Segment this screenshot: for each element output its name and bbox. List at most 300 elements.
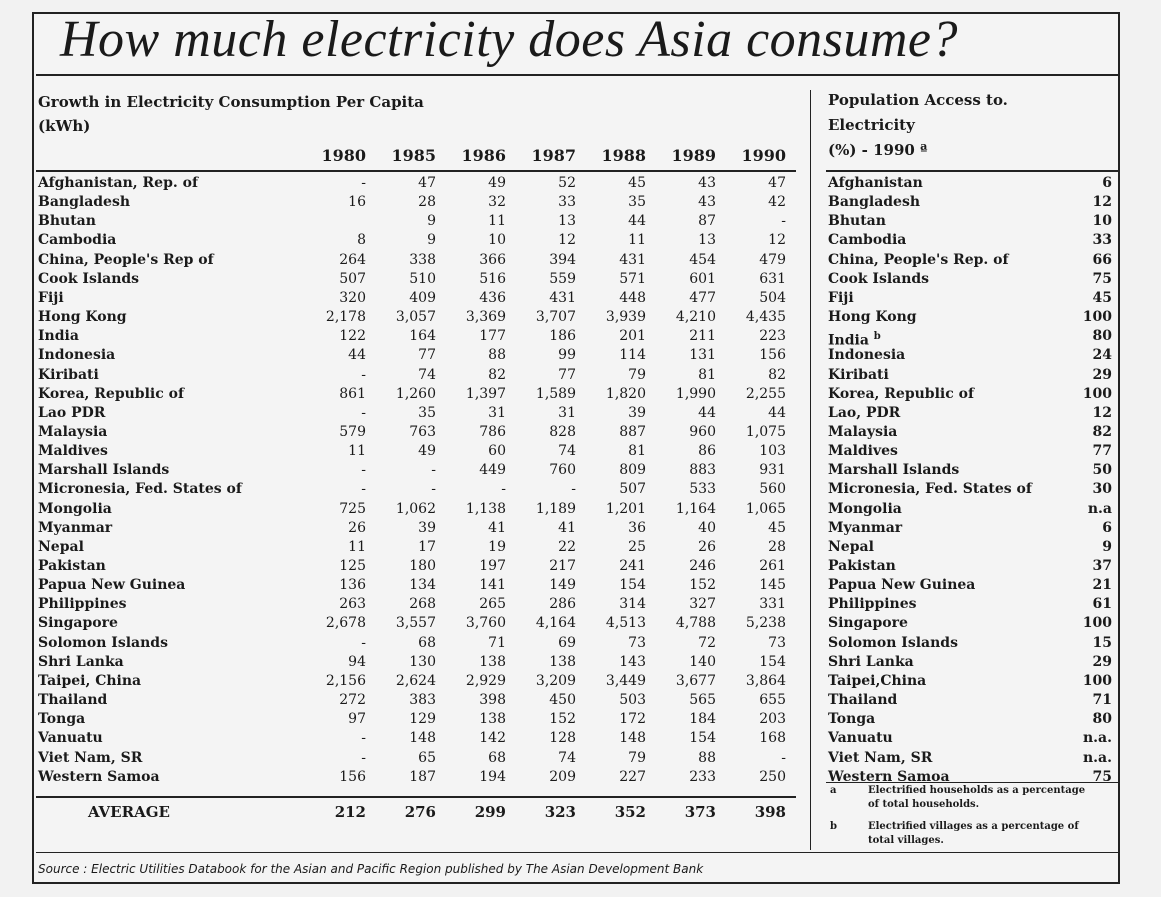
table-cell: 883	[689, 462, 716, 479]
table-cell: 533	[689, 481, 716, 498]
table-cell: 154	[759, 653, 786, 670]
table-cell: -	[361, 175, 366, 191]
table-cell: 141	[479, 577, 506, 594]
table-cell: 136	[339, 577, 366, 594]
table-cell: 571	[619, 270, 646, 287]
source-divider	[36, 852, 1118, 853]
access-percent: 75	[1092, 270, 1112, 287]
access-country-name: Viet Nam, SR	[828, 749, 933, 766]
table-cell: 314	[619, 596, 646, 613]
year-header: 1989	[671, 146, 716, 165]
table-cell: 42	[768, 194, 786, 211]
table-cell: 4,788	[675, 615, 716, 632]
table-cell: 31	[488, 404, 506, 421]
table-cell: 164	[409, 328, 436, 345]
access-percent: 45	[1092, 289, 1112, 306]
table-cell: 286	[549, 596, 576, 613]
table-cell: 65	[418, 749, 436, 766]
table-row	[38, 270, 798, 289]
access-percent: 61	[1092, 596, 1112, 613]
access-row	[828, 251, 1114, 270]
table-cell: 809	[619, 462, 646, 479]
footnote-divider	[826, 782, 1118, 783]
table-cell: 49	[488, 175, 506, 191]
table-cell: 103	[759, 443, 786, 460]
table-cell: 559	[549, 270, 576, 287]
table-cell: 1,589	[535, 385, 576, 402]
access-row	[828, 500, 1114, 519]
access-row	[828, 710, 1114, 729]
table-cell: 88	[488, 347, 506, 364]
table-cell: 187	[409, 768, 436, 785]
table-row	[38, 251, 798, 270]
table-cell: 13	[698, 232, 716, 249]
access-percent: n.a	[1087, 500, 1112, 517]
table-cell: 68	[418, 634, 436, 651]
table-cell: 79	[628, 749, 646, 766]
table-cell: 763	[409, 423, 436, 440]
table-cell: 35	[418, 404, 436, 421]
table-cell: 77	[558, 366, 576, 383]
country-name: Bangladesh	[38, 194, 131, 211]
table-cell: 82	[488, 366, 506, 383]
table-cell: 431	[549, 289, 576, 306]
table-row	[38, 729, 798, 748]
table-cell: -	[361, 404, 366, 421]
table-cell: 184	[689, 711, 716, 728]
table-cell: 41	[488, 519, 506, 536]
table-cell: 394	[549, 251, 576, 268]
access-row	[828, 289, 1114, 308]
access-country-name: Cambodia	[828, 232, 907, 249]
table-cell: 154	[619, 577, 646, 594]
table-cell: 31	[558, 404, 576, 421]
table-cell: 431	[619, 251, 646, 268]
average-divider	[36, 796, 796, 798]
access-percent: 100	[1082, 672, 1112, 689]
footnote-b-text	[868, 820, 1079, 848]
table-cell: 79	[628, 366, 646, 383]
access-row	[828, 538, 1114, 557]
table-cell: 44	[768, 404, 786, 421]
table-cell: 449	[479, 462, 506, 479]
table-cell: 44	[348, 347, 366, 364]
table-cell: -	[361, 749, 366, 766]
table-cell: 450	[549, 692, 576, 709]
table-cell: 17	[418, 538, 436, 555]
table-cell: 36	[628, 519, 646, 536]
access-percent: 80	[1092, 328, 1112, 345]
footnote-b-line2: total villages.	[868, 835, 944, 846]
table-cell: 60	[488, 443, 506, 460]
table-cell: 94	[348, 653, 366, 670]
table-cell: 81	[698, 366, 716, 383]
table-cell: 1,062	[395, 500, 436, 517]
table-cell: 263	[339, 596, 366, 613]
country-name: Western Samoa	[38, 768, 160, 785]
access-country-name: Micronesia, Fed. States of	[828, 481, 1032, 498]
table-cell: 86	[698, 443, 716, 460]
access-percent: 21	[1092, 577, 1112, 594]
table-cell: 4,210	[675, 309, 716, 326]
access-heading-line1: Population Access to.	[828, 91, 1008, 109]
year-header: 1987	[531, 146, 576, 165]
country-name: Malaysia	[38, 423, 108, 440]
access-country-name: Mongolia	[828, 500, 902, 517]
table-cell: 2,156	[325, 672, 366, 689]
table-cell: 1,260	[395, 385, 436, 402]
table-cell: 73	[768, 634, 786, 651]
table-cell: 1,990	[675, 385, 716, 402]
country-name: Fiji	[38, 289, 64, 306]
table-cell: 43	[698, 194, 716, 211]
table-cell: 1,201	[605, 500, 646, 517]
access-country-name: Maldives	[828, 443, 898, 460]
table-row	[38, 557, 798, 576]
table-row	[38, 519, 798, 538]
country-name: Tonga	[38, 711, 86, 728]
table-row	[38, 634, 798, 653]
table-cell: 11	[488, 213, 506, 230]
table-cell: 1,189	[535, 500, 576, 517]
table-cell: 140	[689, 653, 716, 670]
table-cell: 3,864	[745, 672, 786, 689]
table-cell: 725	[339, 500, 366, 517]
access-percent: 10	[1092, 213, 1112, 230]
country-name: Kiribati	[38, 366, 99, 383]
table-cell: 516	[479, 270, 506, 287]
table-cell: 26	[348, 519, 366, 536]
table-cell: 565	[689, 692, 716, 709]
table-row	[38, 614, 798, 633]
table-row	[38, 691, 798, 710]
access-country-name: Indonesia	[828, 347, 906, 364]
table-cell: 10	[488, 232, 506, 249]
table-cell: 436	[479, 289, 506, 306]
country-name: Maldives	[38, 443, 108, 460]
access-row	[828, 691, 1114, 710]
table-cell: 11	[348, 443, 366, 460]
country-name: Philippines	[38, 596, 127, 613]
access-percent: 100	[1082, 615, 1112, 632]
table-cell: 4,164	[535, 615, 576, 632]
footnote-a-line2: of total households.	[868, 799, 980, 810]
table-cell: 4,435	[745, 309, 786, 326]
access-row	[828, 672, 1114, 691]
table-cell: 477	[689, 289, 716, 306]
table-cell: 320	[339, 289, 366, 306]
average-value: 352	[614, 803, 646, 821]
access-country-name: Kiribati	[828, 366, 889, 383]
country-name: Papua New Guinea	[38, 577, 186, 594]
table-cell: 3,760	[465, 615, 506, 632]
access-row	[828, 634, 1114, 653]
table-cell: 28	[418, 194, 436, 211]
access-row	[828, 346, 1114, 365]
access-percent: 6	[1102, 175, 1112, 191]
table-cell: -	[361, 730, 366, 747]
table-cell: 223	[759, 328, 786, 345]
year-header: 1985	[391, 146, 436, 165]
access-row	[828, 385, 1114, 404]
access-country-name: Papua New Guinea	[828, 577, 976, 594]
table-cell: 4,513	[605, 615, 646, 632]
access-percent: 9	[1102, 538, 1112, 555]
table-cell: 12	[768, 232, 786, 249]
table-cell: 507	[339, 270, 366, 287]
table-cell: 172	[619, 711, 646, 728]
table-cell: 265	[479, 596, 506, 613]
table-cell: 74	[558, 749, 576, 766]
table-cell: 861	[339, 385, 366, 402]
footnote-reference: b	[873, 331, 881, 343]
table-cell: 338	[409, 251, 436, 268]
access-heading	[828, 88, 1008, 163]
table-row	[38, 538, 798, 557]
country-name: Myanmar	[38, 519, 113, 536]
country-name: Singapore	[38, 615, 118, 632]
access-percent: 24	[1092, 347, 1112, 364]
table-cell: 264	[339, 251, 366, 268]
table-cell: 148	[619, 730, 646, 747]
access-percent: 77	[1092, 443, 1112, 460]
title-divider	[36, 74, 1118, 76]
table-cell: -	[431, 481, 436, 498]
footnote-b-mark: b	[830, 821, 837, 832]
access-country-name: Shri Lanka	[828, 653, 914, 670]
table-cell: 122	[339, 328, 366, 345]
access-percent: 12	[1092, 194, 1112, 211]
table-cell: 47	[418, 175, 436, 191]
table-cell: 154	[689, 730, 716, 747]
access-percent: 71	[1092, 692, 1112, 709]
table-cell: 149	[549, 577, 576, 594]
column-divider	[810, 90, 811, 850]
access-percent: 80	[1092, 711, 1112, 728]
access-row	[828, 749, 1114, 768]
table-cell: 39	[628, 404, 646, 421]
access-percent: 37	[1092, 558, 1112, 574]
country-name: China, People's Rep of	[38, 251, 214, 268]
table-cell: 479	[759, 251, 786, 268]
country-name: Cook Islands	[38, 270, 140, 287]
table-row	[38, 768, 798, 787]
table-cell: 383	[409, 692, 436, 709]
table-cell: 152	[549, 711, 576, 728]
access-country-name: China, People's Rep. of	[828, 251, 1009, 268]
access-country-name: Myanmar	[828, 519, 903, 536]
table-row	[38, 576, 798, 595]
table-cell: 203	[759, 711, 786, 728]
footnote-a-line1: Electrified households as a percentage	[868, 785, 1086, 796]
table-cell: 1,075	[745, 423, 786, 440]
table-cell: 22	[558, 538, 576, 555]
average-label: AVERAGE	[88, 803, 170, 821]
table-row	[38, 595, 798, 614]
country-name: India	[38, 328, 79, 345]
table-cell: 2,255	[745, 385, 786, 402]
access-row	[828, 614, 1114, 633]
header-divider-left	[36, 170, 796, 172]
page-title: How much electricity does Asia consume?	[60, 11, 959, 68]
access-row	[828, 270, 1114, 289]
table-cell: 44	[628, 213, 646, 230]
year-header: 1980	[321, 146, 366, 165]
table-cell: 88	[698, 749, 716, 766]
table-cell: 129	[409, 711, 436, 728]
access-country-name: Taipei,China	[828, 672, 927, 689]
country-name: Indonesia	[38, 347, 116, 364]
table-cell: 227	[619, 768, 646, 785]
access-country-name: Singapore	[828, 615, 908, 632]
table-cell: 28	[768, 538, 786, 555]
access-percent: 12	[1092, 404, 1112, 421]
access-country-name: Lao, PDR	[828, 404, 901, 421]
table-cell: 52	[558, 175, 576, 191]
table-cell: -	[571, 481, 576, 498]
table-cell: 114	[619, 347, 646, 364]
access-country-name: Marshall Islands	[828, 462, 960, 479]
table-cell: 3,449	[605, 672, 646, 689]
country-name: Bhutan	[38, 213, 96, 230]
table-cell: 560	[759, 481, 786, 498]
table-cell: 49	[418, 443, 436, 460]
access-row	[828, 595, 1114, 614]
average-value: 398	[754, 803, 786, 821]
table-cell: 33	[558, 194, 576, 211]
access-country-name: Philippines	[828, 596, 917, 613]
table-cell: 156	[759, 347, 786, 364]
table-cell: 1,397	[465, 385, 506, 402]
table-cell: 44	[698, 404, 716, 421]
table-cell: 97	[348, 711, 366, 728]
year-header: 1988	[601, 146, 646, 165]
table-cell: 510	[409, 270, 436, 287]
access-row	[828, 308, 1114, 327]
table-row	[38, 442, 798, 461]
consumption-heading-line1: Growth in Electricity Consumption Per Capita	[38, 93, 424, 111]
table-row	[38, 404, 798, 423]
access-row	[828, 404, 1114, 423]
table-row	[38, 749, 798, 768]
access-heading-line2: Electricity	[828, 116, 915, 134]
table-row	[38, 212, 798, 231]
table-cell: 2,624	[395, 672, 436, 689]
country-name: Hong Kong	[38, 309, 127, 326]
table-cell: 201	[619, 328, 646, 345]
country-name: Nepal	[38, 538, 84, 555]
table-cell: 1,138	[465, 500, 506, 517]
table-cell: 177	[479, 328, 506, 345]
table-cell: 168	[759, 730, 786, 747]
access-country-name: Pakistan	[828, 558, 896, 574]
header-divider-right	[826, 170, 1118, 172]
table-cell: 504	[759, 289, 786, 306]
table-cell: 1,164	[675, 500, 716, 517]
table-cell: 233	[689, 768, 716, 785]
table-cell: 138	[549, 653, 576, 670]
table-cell: 43	[698, 175, 716, 191]
access-percent: 82	[1092, 423, 1112, 440]
table-cell: 960	[689, 423, 716, 440]
table-cell: 125	[339, 558, 366, 574]
country-name: Vanuatu	[38, 730, 103, 747]
access-country-name: Western Samoa	[828, 768, 950, 785]
table-cell: 9	[427, 213, 436, 230]
table-row	[38, 289, 798, 308]
country-name: Taipei, China	[38, 672, 142, 689]
table-cell: 11	[628, 232, 646, 249]
table-cell: 82	[768, 366, 786, 383]
table-cell: 786	[479, 423, 506, 440]
table-cell: 931	[759, 462, 786, 479]
table-cell: 448	[619, 289, 646, 306]
table-cell: 128	[549, 730, 576, 747]
country-name: Pakistan	[38, 558, 106, 574]
table-cell: 268	[409, 596, 436, 613]
table-cell: 241	[619, 558, 646, 574]
table-cell: 331	[759, 596, 786, 613]
table-cell: 73	[628, 634, 646, 651]
table-cell: 250	[759, 768, 786, 785]
table-cell: 246	[689, 558, 716, 574]
table-cell: 143	[619, 653, 646, 670]
table-cell: 217	[549, 558, 576, 574]
table-cell: 211	[689, 328, 716, 345]
footnote-a-mark: a	[830, 785, 837, 796]
table-cell: -	[781, 213, 786, 230]
access-row	[828, 442, 1114, 461]
table-cell: 26	[698, 538, 716, 555]
table-cell: 152	[689, 577, 716, 594]
table-cell: 3,209	[535, 672, 576, 689]
table-cell: -	[781, 749, 786, 766]
table-cell: 828	[549, 423, 576, 440]
country-name: Marshall Islands	[38, 462, 170, 479]
access-country-name: Cook Islands	[828, 270, 930, 287]
table-cell: 887	[619, 423, 646, 440]
table-cell: 186	[549, 328, 576, 345]
table-cell: 156	[339, 768, 366, 785]
table-cell: -	[431, 462, 436, 479]
consumption-heading-line2: (kWh)	[38, 117, 91, 135]
table-cell: 9	[427, 232, 436, 249]
table-cell: 40	[698, 519, 716, 536]
table-cell: 366	[479, 251, 506, 268]
table-cell: 2,178	[325, 309, 366, 326]
access-country-name: Tonga	[828, 711, 876, 728]
table-row	[38, 423, 798, 442]
access-percent: 100	[1082, 385, 1112, 402]
table-cell: 1,820	[605, 385, 646, 402]
access-row	[828, 212, 1114, 231]
table-cell: 601	[689, 270, 716, 287]
table-cell: 134	[409, 577, 436, 594]
table-row	[38, 385, 798, 404]
access-country-name: Vanuatu	[828, 730, 893, 747]
table-cell: 3,557	[395, 615, 436, 632]
access-percent: n.a.	[1083, 730, 1112, 747]
footnote-b-line1: Electrified villages as a percentage of	[868, 821, 1079, 832]
table-cell: -	[501, 481, 506, 498]
country-name: Lao PDR	[38, 404, 106, 421]
table-cell: 45	[628, 175, 646, 191]
table-cell: 35	[628, 194, 646, 211]
table-cell: 41	[558, 519, 576, 536]
table-cell: 47	[768, 175, 786, 191]
table-cell: 19	[488, 538, 506, 555]
country-name: Solomon Islands	[38, 634, 168, 651]
